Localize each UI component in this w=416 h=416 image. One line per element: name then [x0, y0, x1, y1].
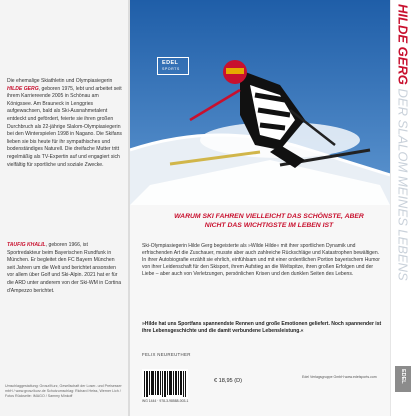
imprint: Umschlaggestaltung: Grosz/Kurz, Gesellschaft der Loser- und Preisesser mbH / www.grosz/kurz.de Schutzumschlag: Richard Heiss, Werner Lich / Fotos Rückseite: IMAGO / Sammy Minkoff [5, 384, 122, 398]
coauthor-bio: TAUFIG KHALIL, geboren 1966, ist Sportredakteur beim Bayerischen Rundfunk in München. Er begleitet den FC Bayern München seit Jahren um die Welt und berichtet ansonsten vor allem über Golf und Ski-Alpin. 2021 hat er für die ARD unter anderem von der Ski-WM in Cortina d'Ampezzo berichtet. [7, 242, 122, 294]
publisher-info: Edel Verlagsgruppe GmbH www.edelsports.com [302, 375, 377, 379]
author-bio: Die ehemalige Skiathletin und Olympiasiegerin HILDE GERG, geboren 1975, lebt und arbeitet seit ihrem Karriereende 2005 in Schönau am Königssee. Am Brauneck in Lenggries aufgewachsen, bald als Ski-Ausnahmetalent entdeckt und gefördert, feierte sie ihren großen Durchbruch als 22-jährige Slalom-Olympiasiegerin bei den Winterspielen 1998 in Nagano. Die Skifans lieben sie bis heute für ihr sympathisches und bodenständiges Naturell. Die dreifache Mutter tritt regelmäßig als TV-Expertin auf und engagiert sich vielfältig für sportliche und soziale Zwecke. [7, 78, 122, 168]
highlighted-name: HILDE GERG [7, 85, 39, 92]
edel-sports-logo [157, 57, 189, 75]
price: € 18,95 (D) [214, 378, 242, 384]
logo-sub: SPORTS [162, 67, 180, 71]
highlighted-name: TAUFIG KHALIL [7, 242, 46, 248]
back-blurb: Ski-Olympiasiegerin Hilde Gerg begeisterte als »Wilde Hilde« mit ihrer sportlichen Dynamik und erfrischenden Art die Zuschauer, musste aber auch zahlreiche Rückschläge und Katastrophen bewältigen. In ihrer Autobiografie erzählt sie ehrlich, einfühlsam und mit einer ordentlichen Portion bayerischem Humor von ihrer Leidenschaft für den Skisport, ihrem Aufstieg an die Weltspitze, ihren großen Erfolgen und der Liebe – aber auch von Verletzungen, persönlichen Krisen und den dunklen Seiten des Lebens. [142, 243, 380, 278]
isbn: WG 1444 · 978-3-98588-003-1 [142, 399, 189, 403]
front-flap [0, 0, 128, 416]
quote-author: FELIX NEUREUTHER [142, 352, 191, 357]
barcode [142, 369, 188, 399]
skier-photo [130, 0, 390, 205]
spine-author: HILDE GERG [395, 4, 411, 85]
spine-book-title: DER SLALOM MEINES LEBENS [395, 88, 411, 281]
back-headline: WARUM SKI FAHREN VIELLEICHT DAS SCHÖNSTE, ABER NICHT DAS WICHTIGSTE IM LEBEN IST [174, 213, 364, 229]
spine-publisher-logo [395, 366, 411, 392]
spine-logo-text: EDEL [400, 369, 406, 384]
logo-main: EDEL [162, 60, 179, 66]
endorsement-quote: »Hilde hat uns Sportfans spannendste Rennen und große Emotionen geliefert. Noch spannender ist ihre Lebensgeschichte und die damit verbundene Lebensleistung.« [142, 321, 382, 335]
spine-title [396, 4, 411, 281]
